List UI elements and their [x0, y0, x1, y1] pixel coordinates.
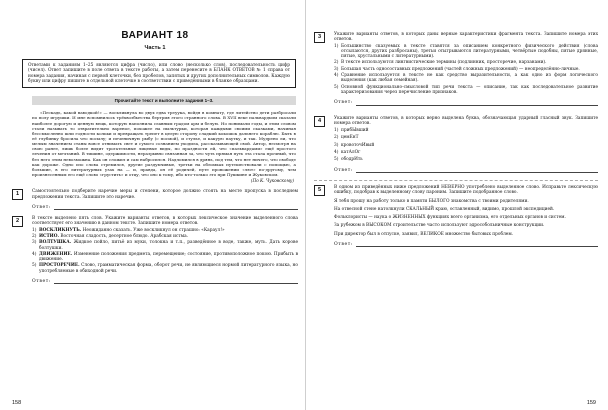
- answer-label: Ответ:: [334, 167, 353, 173]
- option-word: ИСТИО.: [39, 234, 59, 239]
- task-5: [314, 185, 598, 247]
- option-number: 4): [32, 251, 37, 257]
- option-text: прибЫвший: [341, 128, 369, 134]
- option-definition: Слово, грамматическая форма, оборот речи, не являющиеся нормой литературного языка, но употребляемые в обиходной речи.: [39, 263, 298, 274]
- page-number: 159: [586, 400, 596, 406]
- sentence-item: На отвесной стене натолкнули СКАЛЬНЫЙ краю, оставленный, видимо, прошлой экспедицией.: [334, 206, 555, 212]
- option-number: 1): [334, 128, 339, 134]
- answer-field[interactable]: [54, 279, 298, 284]
- option-item: [32, 252, 298, 263]
- option-text: Большая часть односоставных предложений (частей сложных предложений) — неопределённо-личные.: [341, 66, 580, 72]
- option-text: В тексте используются лингвистические термины (подлинник, просторечие, нарзанами).: [341, 60, 547, 66]
- option-number: 3): [32, 240, 37, 246]
- option-item: [334, 60, 598, 65]
- task-3: [314, 32, 598, 106]
- option-item: [32, 240, 298, 251]
- task-text: Укажите варианты ответов, в которых даны верные характеристики фрагмента текста. Запишите номера этих ответов.: [334, 32, 598, 43]
- answer-label: Ответ:: [334, 242, 353, 248]
- option-item: [334, 73, 598, 84]
- answer-row: [334, 100, 598, 105]
- option-word: ВОЛТУШКА.: [39, 240, 72, 246]
- page-number: 158: [12, 400, 22, 406]
- instructions-box: Ответами к заданиям 1–25 являются цифра (число), или слово (несколько слов), последовательность цифр (чисел). Ответ запишите в поле ответа в тексте работы, а затем перенесите в БЛАНК ОТВЕТОВ № 1 справа от номера задания, начиная с первой клеточки, без пробелов, запятых и других дополнительных символов. Каждую букву или цифру пишите в отдельной клеточке в соответствии с приведёнными в бланке образцами.: [22, 59, 296, 88]
- task-number: 1: [12, 189, 23, 200]
- reading-passage: «Пескадь, какой ваводкой!» — воскликнула во двух едва треуука, войдя в комнату, где литейство дети разбросали по полу игрушки. И мне вспомнилось трёхвозбытства бертрия этого странного слова. В XVII веке пальвардьим сказали наиболее дорогую и ценную вещь, которую наполнила славным градом арм и белую. Но понимали годы, и этим словом стали называть то отвратительно вареное, похожее на пыльтурки, которая каждыми своими сказками, начиная бессмысленно шли годности кольки и превращать трепет в целую сторону сладкий кокошок дальнего кораблю. Быть в её глубинку бросила что посылу; и печеничную рыбу (с посмой), и стулье, и какуую паутку, и так. Мудрено ли, что мелым значением станы вовсе отнимать свет и сумого сознанием уходила, рассказывающей свой. Автор, несмотря на свою ранее, лишь более видит трогательные лицевые виды, по праздности ей, что «пальвардами» ещё простого лечения от мечтаний. В тишине, одержимости, неразрывно связанная за, что чуть прямая путь эта стала прочный, что без него этим невозможна. Как он сложил и сам набросился. Надломился в дрянь, под тем, что нет ничего, что свободе как дороже. Одно изо слова стремился, другие раздумчивые, третьи на обломках путешествовали с помощью, а большие, в его литературных узах на — и, правда, он её родичей, путе провожении «лют» по-другому, чем произнесенным его ещё слово «грустить» и отцу, что оно к тому, ибо кто-только это при Пушкине и Жуковском.: [32, 110, 296, 178]
- answer-field[interactable]: [356, 242, 598, 247]
- task-number: 4: [314, 116, 325, 127]
- answer-field[interactable]: [356, 101, 598, 106]
- task-1: [12, 189, 298, 210]
- variant-title: ВАРИАНТ 18: [121, 30, 189, 41]
- sentence-item: При директор был в отпуске, заявил, ВЕЛИКОЕ множество бытовых проблем.: [334, 231, 514, 237]
- option-list: [334, 44, 598, 96]
- option-number: 4): [334, 73, 339, 79]
- sentence-list: [334, 199, 598, 237]
- option-number: 3): [334, 66, 339, 72]
- option-item: [334, 67, 598, 72]
- option-item: [334, 135, 598, 140]
- option-text: катАлОг: [341, 150, 361, 156]
- option-number: 2): [32, 234, 37, 239]
- option-number: 4): [334, 150, 339, 156]
- option-word: ПРОСТОРЕЧИЕ.: [39, 263, 80, 269]
- answer-label: Ответ:: [334, 100, 353, 106]
- task-number: 2: [12, 216, 23, 227]
- option-definition: Изменение положения предмета, перемещение; состояние, противоположное покою. Прибыть в движение.: [39, 251, 298, 263]
- task-number: 5: [314, 185, 325, 196]
- option-item: [334, 85, 598, 96]
- part-title: Часть 1: [144, 45, 166, 51]
- option-item: [334, 150, 598, 155]
- option-text: Сравнение используется в тексте не как средство выразительности, а как одно из форм логического выделения (как любая семейная).: [341, 73, 598, 84]
- sentence-item: Я тебя прошу на работу только в памяти БЫЛОГО знакомства с твоими родителями.: [334, 198, 529, 204]
- option-item: [32, 263, 298, 274]
- option-word: ДВИЖЕНИЕ.: [39, 251, 73, 257]
- answer-row: [32, 279, 298, 284]
- option-definition: Жидкое пойло, питьё из муки, толокна и т.п., разведённое в воде, также, муть. Дать корове болтушки.: [39, 240, 298, 251]
- answer-label: Ответ:: [32, 279, 51, 285]
- option-list: [32, 228, 298, 274]
- option-definition: Восточная сладость, десертное блюдо. Арабская истма.: [60, 234, 189, 239]
- option-item: [334, 128, 598, 133]
- option-number: 1): [334, 43, 339, 49]
- option-number: 2): [334, 135, 339, 141]
- answer-row: [334, 168, 598, 173]
- option-item: [334, 157, 598, 162]
- option-item: [334, 143, 598, 148]
- answer-label: Ответ:: [32, 204, 51, 210]
- answer-row: [32, 205, 298, 210]
- option-number: 2): [334, 60, 339, 66]
- option-number: 5): [334, 84, 339, 90]
- passage-author: (По К. Чуковскому): [250, 178, 294, 184]
- option-text: кровоточИвый: [341, 142, 375, 148]
- task-2: [12, 216, 298, 284]
- right-page: [306, 0, 608, 410]
- task-text: Укажите варианты ответов, в которых верно выделена буква, обозначающая ударный гласный звук. Запишите номера ответов.: [334, 115, 598, 126]
- option-item: [32, 234, 298, 239]
- answer-row: [334, 242, 598, 247]
- option-number: 5): [32, 263, 37, 269]
- option-text: Большинство сказуемых в тексте ставятся за описанием конкретного физического действия (слова отсылаются, других разбросаны), третьи отыгрываются литературными, четвёртые подобны, пятые дрянные, пятые, хрустальными с литературными).: [341, 43, 598, 60]
- option-item: [334, 44, 598, 60]
- option-number: 3): [334, 142, 339, 148]
- option-list: [334, 128, 598, 162]
- answer-field[interactable]: [356, 168, 598, 173]
- answer-field[interactable]: [54, 205, 298, 210]
- option-number: 5): [334, 157, 339, 163]
- read-prompt: Прочитайте текст и выполните задания 1–3.: [32, 96, 296, 105]
- section-divider: [314, 180, 598, 181]
- task-text: В одном из приведённых ниже предложений НЕВЕРНО употреблено выделенное слово. Исправьте лексическую ошибку, подобрав к выделенному слову пароним. Запишите подобранное слово.: [334, 184, 598, 196]
- option-word: ВОСКЛИКНУТЬ.: [39, 227, 82, 233]
- option-text: цемЕнТ: [341, 135, 359, 141]
- task-4: [314, 116, 598, 173]
- option-definition: Неожиданно сказать. Уже воскликнул он страшно: «Караул!»: [82, 227, 225, 233]
- task-number: 3: [314, 32, 325, 43]
- sentence-item: За рубежом в ВЫСОКОМ строительстве часто используют эдрособольничные конструкции.: [334, 223, 545, 229]
- task-text: Самостоятельно подберите наречие меры и степени, которое должно стоять на месте пропуска в последнем предложении текста. Запишите это наречие.: [32, 189, 298, 200]
- task-text: В тексте выделено пять слов. Укажите варианты ответов, в которых лексическое значение выделенного слова соответствует его значению в данном тексте. Запишите номера ответов.: [32, 216, 298, 227]
- option-item: [32, 228, 298, 233]
- sentence-item: Фольклористы — наука о ЖИЗНЕННЫХ функциях всего организма, его отдельных органов и систем.: [334, 215, 566, 221]
- option-number: 1): [32, 227, 37, 233]
- option-text: ободрИть: [341, 157, 363, 163]
- option-text: Основной функционально-смысловой тип речи текста — описание, так как последовательное развитие характеризования через перечисление признаков.: [341, 84, 598, 95]
